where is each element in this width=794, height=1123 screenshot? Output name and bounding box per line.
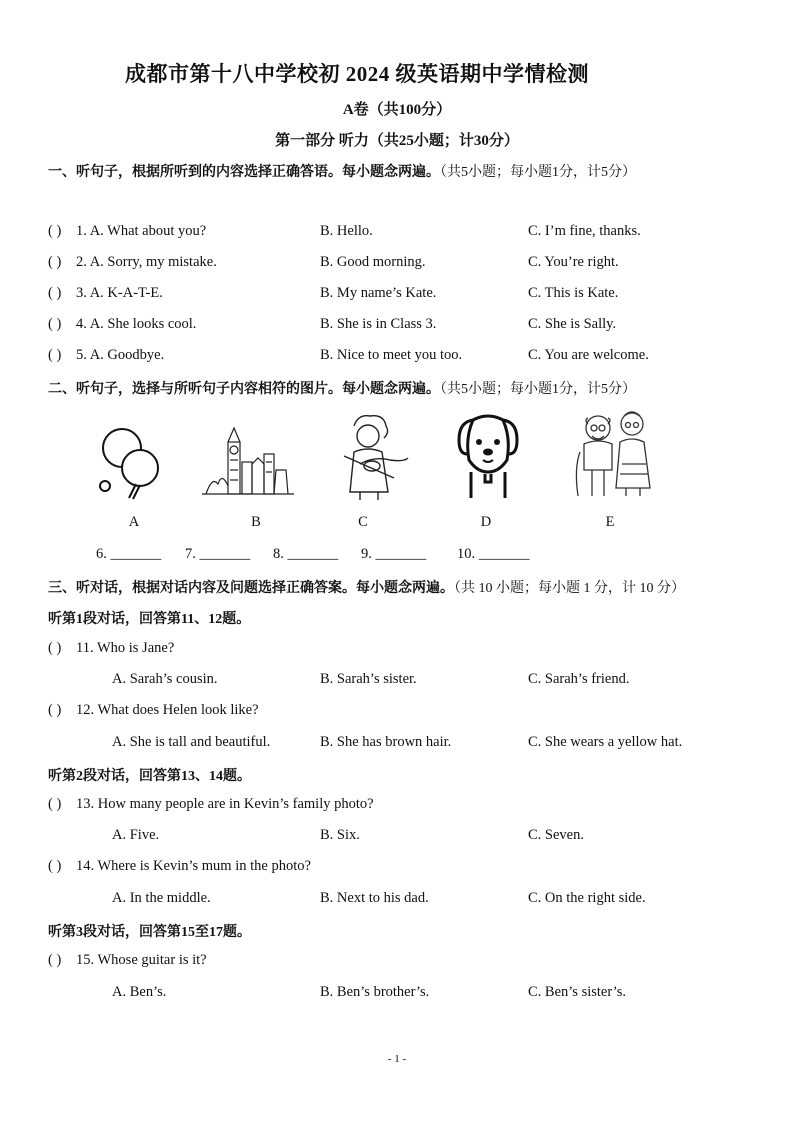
- paper-label: A卷（共100分）: [342, 102, 452, 118]
- dialogue-3-heading: 听第3段对话，回答第15至17题。: [48, 925, 251, 940]
- question-1-option-c: C. I’m fine, thanks.: [528, 223, 641, 239]
- answer-paren[interactable]: ( ): [48, 952, 62, 968]
- picture-label-b: B: [251, 514, 261, 530]
- dialogue-1-heading: 听第1段对话，回答第11、12题。: [48, 612, 251, 627]
- question-4-option-c: C. She is Sally.: [528, 316, 617, 332]
- question-3-option-a: 3. A. K-A-T-E.: [76, 285, 163, 301]
- question-2-option-a: 2. A. Sorry, my mistake.: [76, 254, 217, 270]
- question-12-option-a: A. She is tall and beautiful.: [112, 734, 271, 750]
- answer-paren[interactable]: ( ): [48, 640, 62, 656]
- answer-paren[interactable]: ( ): [48, 254, 62, 270]
- violinist-icon: [334, 412, 414, 502]
- section-3-heading: 三、听对话，根据对话内容及问题选择正确答案。每小题念两遍。（共 10 小题；每小题 1 分，计 10 分）: [48, 581, 685, 596]
- question-13-option-c: C. Seven.: [528, 827, 584, 843]
- question-15-option-c: C. Ben’s sister’s.: [528, 984, 627, 1000]
- question-11-option-a: A. Sarah’s cousin.: [112, 671, 218, 687]
- question-15-option-b: B. Ben’s brother’s.: [320, 984, 430, 1000]
- question-3-option-b: B. My name’s Kate.: [320, 285, 437, 301]
- question-2-option-c: C. You’re right.: [528, 254, 619, 270]
- section-2-heading: 二、听句子，选择与所听句子内容相符的图片。每小题念两遍。（共5小题；每小题1分，计5分）: [48, 382, 636, 397]
- question-13-option-a: A. Five.: [112, 827, 160, 843]
- dialogue-2-heading: 听第2段对话，回答第13、14题。: [48, 769, 251, 784]
- answer-blank-7[interactable]: 7. _______: [185, 546, 251, 562]
- answer-paren[interactable]: ( ): [48, 223, 62, 239]
- question-1-option-a: 1. A. What about you?: [76, 223, 207, 239]
- city-skyline-icon: [202, 424, 294, 500]
- picture-label-e: E: [605, 514, 615, 530]
- question-4-option-a: 4. A. She looks cool.: [76, 316, 197, 332]
- question-14-option-a: A. In the middle.: [112, 890, 211, 906]
- question-1-option-b: B. Hello.: [320, 223, 373, 239]
- question-13-option-b: B. Six.: [320, 827, 360, 843]
- question-5-option-c: C. You are welcome.: [528, 347, 649, 363]
- answer-paren[interactable]: ( ): [48, 796, 62, 812]
- section-1-heading: 一、听句子，根据所听到的内容选择正确答语。每小题念两遍。（共5小题；每小题1分，计5分）: [48, 165, 636, 180]
- question-4-option-b: B. She is in Class 3.: [320, 316, 437, 332]
- question-11-option-c: C. Sarah’s friend.: [528, 671, 630, 687]
- question-12-option-b: B. She has brown hair.: [320, 734, 452, 750]
- question-12: 12. What does Helen look like?: [76, 702, 259, 718]
- page-number: - 1 -: [387, 1053, 407, 1065]
- answer-paren[interactable]: ( ): [48, 316, 62, 332]
- question-14-option-c: C. On the right side.: [528, 890, 646, 906]
- question-12-option-c: C. She wears a yellow hat.: [528, 734, 683, 750]
- question-5-option-b: B. Nice to meet you too.: [320, 347, 463, 363]
- dog-icon: [455, 410, 521, 500]
- answer-paren[interactable]: ( ): [48, 702, 62, 718]
- answer-blank-10[interactable]: 10. _______: [457, 546, 530, 562]
- question-15-option-a: A. Ben’s.: [112, 984, 167, 1000]
- question-3-option-c: C. This is Kate.: [528, 285, 619, 301]
- answer-paren[interactable]: ( ): [48, 347, 62, 363]
- question-2-option-b: B. Good morning.: [320, 254, 426, 270]
- question-5-option-a: 5. A. Goodbye.: [76, 347, 165, 363]
- answer-blank-6[interactable]: 6. _______: [96, 546, 162, 562]
- question-14: 14. Where is Kevin’s mum in the photo?: [76, 858, 311, 874]
- picture-label-c: C: [358, 514, 368, 530]
- exam-title: 成都市第十八中学校初 2024 级英语期中学情检测: [125, 62, 589, 86]
- question-15: 15. Whose guitar is it?: [76, 952, 207, 968]
- question-14-option-b: B. Next to his dad.: [320, 890, 429, 906]
- picture-label-d: D: [480, 514, 492, 530]
- question-11: 11. Who is Jane?: [76, 640, 175, 656]
- part-heading: 第一部分 听力（共25小题；计30分）: [275, 133, 519, 149]
- answer-blank-8[interactable]: 8. _______: [273, 546, 339, 562]
- question-11-option-b: B. Sarah’s sister.: [320, 671, 417, 687]
- elderly-couple-icon: [570, 408, 660, 500]
- picture-label-a: A: [128, 514, 140, 530]
- answer-blank-9[interactable]: 9. _______: [361, 546, 427, 562]
- question-13: 13. How many people are in Kevin’s family photo?: [76, 796, 374, 812]
- answer-paren[interactable]: ( ): [48, 858, 62, 874]
- ping-pong-paddles-icon: [96, 424, 166, 502]
- answer-paren[interactable]: ( ): [48, 285, 62, 301]
